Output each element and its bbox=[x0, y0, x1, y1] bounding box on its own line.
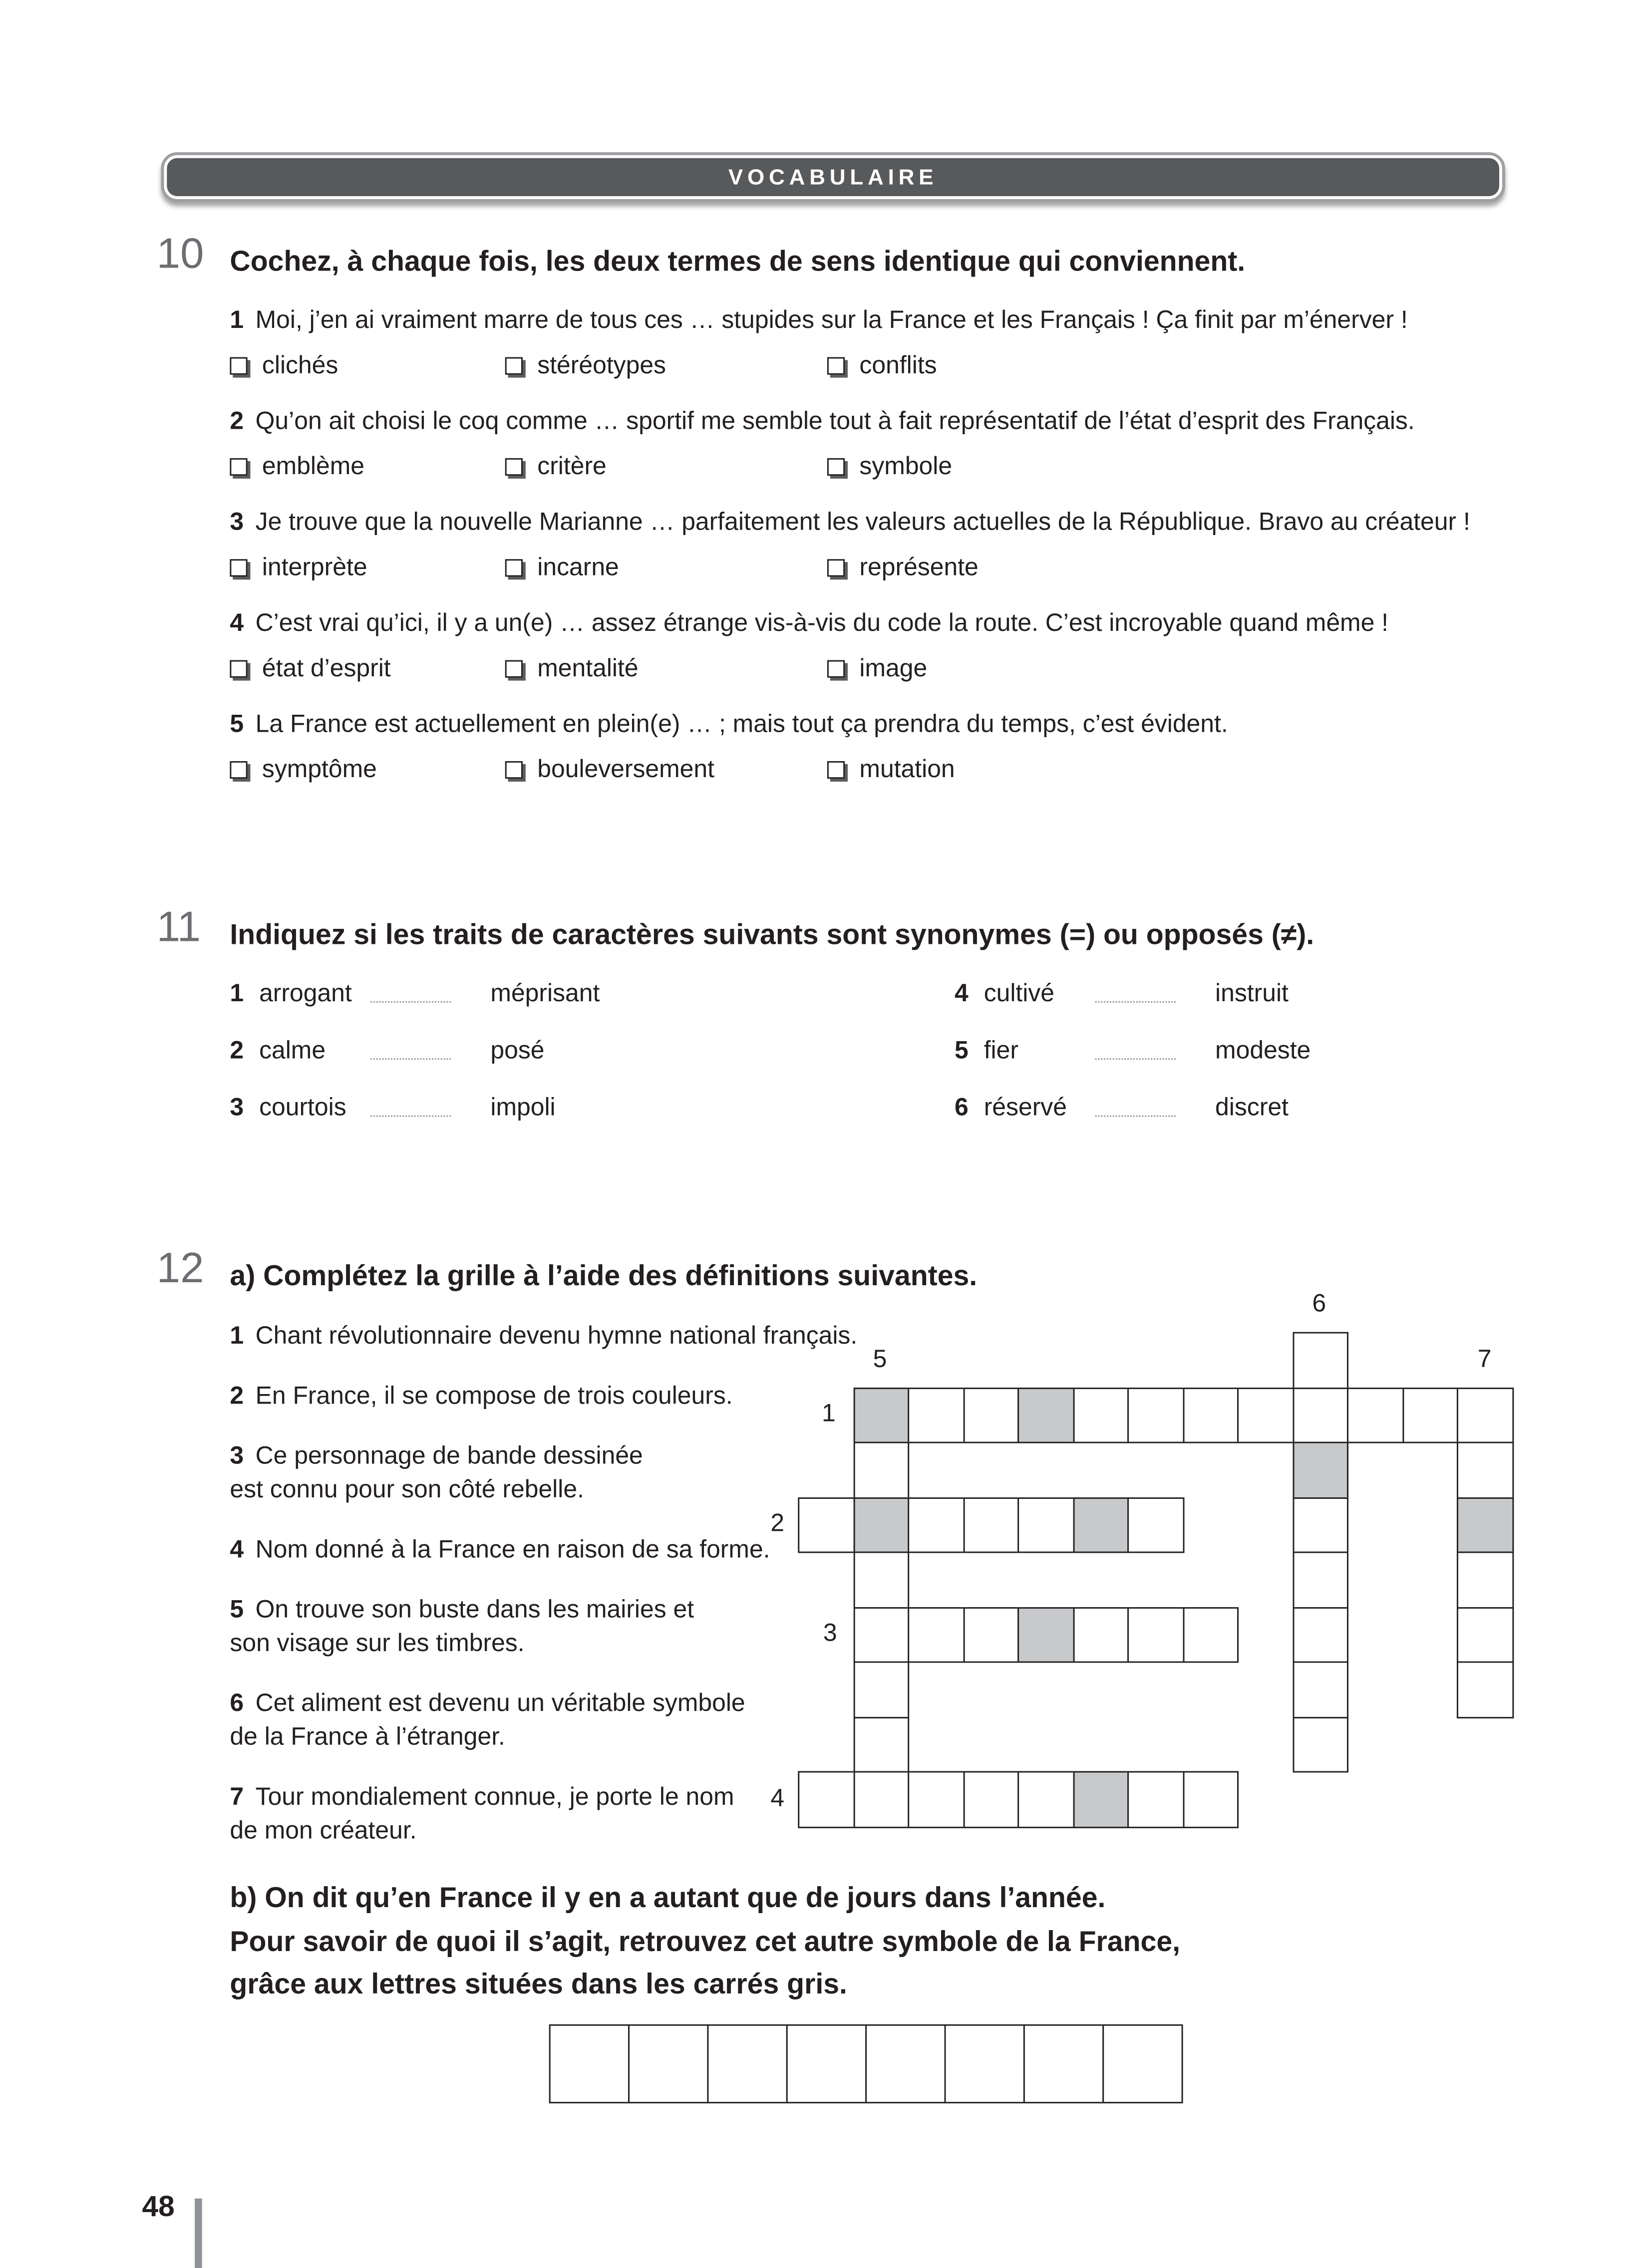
answer-blank[interactable] bbox=[1095, 978, 1176, 1003]
definition-item bbox=[230, 1593, 874, 1660]
definition-text: En France, il se compose de trois couleurs. bbox=[255, 1382, 733, 1410]
exercise12-number: 12 bbox=[156, 1245, 204, 1293]
exercise10-item bbox=[230, 708, 1577, 786]
crossword-clue-number: 6 bbox=[1312, 1289, 1326, 1318]
option-label: critère bbox=[537, 452, 607, 480]
checkbox-option[interactable] bbox=[827, 552, 979, 584]
options-row bbox=[230, 552, 1577, 584]
checkbox-option[interactable] bbox=[505, 653, 827, 685]
trait-word-1: cultivé bbox=[984, 979, 1055, 1007]
trait-word-2: modeste bbox=[1215, 1036, 1311, 1065]
crossword-cell[interactable] bbox=[853, 1552, 909, 1608]
exercise10-items bbox=[230, 304, 1577, 810]
option-label: emblème bbox=[262, 452, 364, 480]
trait-word-2: discret bbox=[1215, 1093, 1289, 1122]
definition-item bbox=[230, 1686, 874, 1753]
exercise10-number: 10 bbox=[156, 231, 204, 279]
option-label: mentalité bbox=[537, 654, 639, 682]
item-sentence bbox=[230, 304, 1577, 337]
crossword-cell[interactable] bbox=[908, 1497, 964, 1553]
vocab-banner bbox=[161, 152, 1505, 202]
option-label: mutation bbox=[859, 755, 955, 783]
crossword-cell[interactable] bbox=[1457, 1607, 1513, 1663]
crossword-cell[interactable] bbox=[963, 1387, 1019, 1443]
pair-number: 3 bbox=[230, 1093, 244, 1122]
definition-item bbox=[230, 1439, 874, 1506]
answer-cell[interactable] bbox=[628, 2024, 708, 2103]
trait-word-2: méprisant bbox=[490, 979, 600, 1007]
item-number: 3 bbox=[230, 508, 244, 536]
option-label: symptôme bbox=[262, 755, 377, 783]
crossword-cell[interactable] bbox=[1292, 1332, 1348, 1389]
crossword-cell[interactable] bbox=[1017, 1771, 1074, 1827]
item-number: 5 bbox=[230, 710, 244, 738]
trait-pair-row bbox=[230, 978, 955, 1010]
trait-word-2: instruit bbox=[1215, 979, 1289, 1007]
checkbox-option[interactable] bbox=[505, 552, 827, 584]
answer-cell[interactable] bbox=[707, 2024, 787, 2103]
checkbox-option[interactable] bbox=[230, 552, 505, 584]
checkbox-option[interactable] bbox=[827, 451, 952, 483]
crossword-cell[interactable] bbox=[1292, 1442, 1348, 1498]
exercise10-item bbox=[230, 405, 1577, 483]
checkbox-icon[interactable] bbox=[827, 660, 845, 678]
checkbox-icon[interactable] bbox=[827, 458, 845, 476]
exercise10-title: Cochez, à chaque fois, les deux termes de sens identique qui conviennent. bbox=[230, 246, 1246, 279]
item-text: La France est actuellement en plein(e) … ; mais tout ça prendra du temps, c’est évident. bbox=[255, 710, 1228, 738]
crossword-clue-number: 5 bbox=[873, 1345, 887, 1373]
checkbox-option[interactable] bbox=[230, 653, 505, 685]
options-row bbox=[230, 451, 1577, 483]
crossword-clue-number: 7 bbox=[1477, 1345, 1492, 1373]
item-sentence bbox=[230, 607, 1577, 640]
answer-cell[interactable] bbox=[1102, 2024, 1183, 2103]
exercise11-number: 11 bbox=[156, 904, 201, 952]
trait-pair-row bbox=[955, 1092, 1311, 1125]
exercise11-rows bbox=[230, 978, 1311, 1149]
crossword-cell[interactable] bbox=[1127, 1387, 1184, 1443]
footer-bar bbox=[195, 2199, 202, 2268]
definition-number: 1 bbox=[230, 1322, 244, 1350]
crossword-cell[interactable] bbox=[1292, 1607, 1348, 1663]
answer-cell[interactable] bbox=[786, 2024, 867, 2103]
trait-pair-row bbox=[230, 1092, 955, 1125]
checkbox-option[interactable] bbox=[230, 451, 505, 483]
crossword-cell[interactable] bbox=[853, 1771, 909, 1827]
item-text: C’est vrai qu’ici, il y a un(e) … assez étrange vis-à-vis du code la route. C’est incroyable quand même ! bbox=[255, 608, 1389, 637]
option-label: image bbox=[859, 654, 928, 682]
trait-word-1: arrogant bbox=[259, 979, 352, 1007]
checkbox-icon[interactable] bbox=[827, 761, 845, 779]
checkbox-option[interactable] bbox=[505, 350, 827, 382]
trait-word-2: impoli bbox=[490, 1093, 556, 1122]
crossword-cell[interactable] bbox=[908, 1771, 964, 1827]
pair-number: 1 bbox=[230, 979, 244, 1007]
checkbox-icon[interactable] bbox=[827, 559, 845, 576]
trait-word-1: réservé bbox=[984, 1093, 1067, 1122]
crossword-cell[interactable] bbox=[1457, 1552, 1513, 1608]
checkbox-option[interactable] bbox=[827, 350, 937, 382]
crossword-cell[interactable] bbox=[1237, 1387, 1294, 1443]
crossword-cell[interactable] bbox=[1072, 1607, 1129, 1663]
definition-number: 3 bbox=[230, 1441, 244, 1470]
crossword-cell[interactable] bbox=[1292, 1497, 1348, 1553]
answer-blank[interactable] bbox=[370, 978, 451, 1003]
crossword-cell[interactable] bbox=[908, 1607, 964, 1663]
crossword-cell[interactable] bbox=[1127, 1607, 1184, 1663]
item-sentence bbox=[230, 507, 1577, 539]
answer-cell[interactable] bbox=[549, 2024, 630, 2103]
exercise11-right bbox=[955, 978, 1311, 1149]
checkbox-icon[interactable] bbox=[230, 559, 247, 576]
definition-text: Tour mondialement connue, je porte le nom de mon créateur. bbox=[230, 1782, 734, 1845]
checkbox-icon[interactable] bbox=[505, 458, 523, 476]
crossword-cell[interactable] bbox=[1457, 1662, 1513, 1718]
item-text: Moi, j’en ai vraiment marre de tous ces … stupides sur la France et les Français ! Ça finit par m’énerver ! bbox=[255, 305, 1408, 334]
options-row bbox=[230, 653, 1577, 685]
answer-blank[interactable] bbox=[1095, 1035, 1176, 1060]
crossword-cell[interactable] bbox=[1182, 1607, 1239, 1663]
item-text: Je trouve que la nouvelle Marianne … parfaitement les valeurs actuelles de la République. Bravo au créateur ! bbox=[255, 508, 1470, 536]
exercise10-item bbox=[230, 304, 1577, 382]
crossword-clue-number: 3 bbox=[823, 1619, 837, 1647]
exercise11-left bbox=[230, 978, 955, 1149]
crossword-cell[interactable] bbox=[1072, 1387, 1129, 1443]
crossword-cell[interactable] bbox=[1017, 1387, 1074, 1443]
crossword-cell[interactable] bbox=[1127, 1771, 1184, 1827]
item-number: 2 bbox=[230, 407, 244, 435]
answer-cell[interactable] bbox=[865, 2024, 946, 2103]
definition-item bbox=[230, 1379, 874, 1413]
definition-number: 7 bbox=[230, 1782, 244, 1811]
answer-blank[interactable] bbox=[1095, 1092, 1176, 1117]
crossword-cell[interactable] bbox=[1072, 1497, 1129, 1553]
crossword-cell[interactable] bbox=[908, 1387, 964, 1443]
definition-text: Nom donné à la France en raison de sa forme. bbox=[255, 1535, 770, 1564]
crossword-cell[interactable] bbox=[1457, 1387, 1513, 1443]
checkbox-option[interactable] bbox=[230, 754, 505, 786]
crossword-cell[interactable] bbox=[1347, 1387, 1403, 1443]
option-label: représente bbox=[859, 553, 979, 581]
checkbox-option[interactable] bbox=[505, 754, 827, 786]
crossword-cell[interactable] bbox=[853, 1662, 909, 1718]
trait-pair-row bbox=[955, 1035, 1311, 1067]
item-number: 1 bbox=[230, 305, 244, 334]
checkbox-icon[interactable] bbox=[230, 357, 247, 375]
definition-number: 5 bbox=[230, 1595, 244, 1624]
crossword-cell[interactable] bbox=[1457, 1442, 1513, 1498]
checkbox-icon[interactable] bbox=[505, 761, 523, 779]
item-sentence bbox=[230, 708, 1577, 741]
crossword-cell[interactable] bbox=[1292, 1387, 1348, 1443]
definition-text: Ce personnage de bande dessinée est connu pour son côté rebelle. bbox=[230, 1441, 643, 1503]
trait-pair-row bbox=[230, 1035, 955, 1067]
answer-row bbox=[549, 2024, 1183, 2103]
crossword-cell[interactable] bbox=[963, 1497, 1019, 1553]
trait-word-1: courtois bbox=[259, 1093, 346, 1122]
crossword-cell[interactable] bbox=[963, 1771, 1019, 1827]
definition-number: 6 bbox=[230, 1689, 244, 1717]
answer-blank[interactable] bbox=[370, 1092, 451, 1117]
crossword-clue-number: 2 bbox=[770, 1509, 785, 1537]
definition-text: Chant révolutionnaire devenu hymne national français. bbox=[255, 1322, 858, 1350]
crossword-clue-number: 1 bbox=[821, 1399, 836, 1427]
section-title: VOCABULAIRE bbox=[728, 164, 938, 190]
pair-number: 5 bbox=[955, 1036, 969, 1065]
answer-blank[interactable] bbox=[370, 1035, 451, 1060]
crossword-clue-number: 4 bbox=[770, 1784, 785, 1812]
trait-word-1: fier bbox=[984, 1036, 1018, 1065]
checkbox-icon[interactable] bbox=[827, 357, 845, 375]
trait-word-2: posé bbox=[490, 1036, 545, 1065]
crossword-cell[interactable] bbox=[853, 1442, 909, 1498]
option-label: symbole bbox=[859, 452, 953, 480]
definition-number: 2 bbox=[230, 1382, 244, 1410]
crossword-cell[interactable] bbox=[1182, 1771, 1239, 1827]
crossword-cell[interactable] bbox=[798, 1497, 854, 1553]
item-number: 4 bbox=[230, 608, 244, 637]
option-label: incarne bbox=[537, 553, 619, 581]
vocab-banner-inner bbox=[167, 158, 1499, 196]
definition-item bbox=[230, 1319, 874, 1352]
option-label: interprète bbox=[262, 553, 367, 581]
crossword-cell[interactable] bbox=[1457, 1497, 1513, 1553]
trait-pair-row bbox=[955, 978, 1311, 1010]
exercise12-title-a: a) Complétez la grille à l’aide des définitions suivantes. bbox=[230, 1260, 978, 1293]
pair-number: 4 bbox=[955, 979, 969, 1007]
page-number: 48 bbox=[142, 2191, 175, 2224]
crossword-cell[interactable] bbox=[1017, 1497, 1074, 1553]
checkbox-option[interactable] bbox=[827, 653, 927, 685]
crossword-cell[interactable] bbox=[1402, 1387, 1458, 1443]
options-row bbox=[230, 754, 1577, 786]
crossword-cell[interactable] bbox=[1292, 1716, 1348, 1772]
checkbox-option[interactable] bbox=[230, 350, 505, 382]
pair-number: 6 bbox=[955, 1093, 969, 1122]
crossword-cell[interactable] bbox=[853, 1716, 909, 1772]
crossword-cell[interactable] bbox=[1072, 1771, 1129, 1827]
checkbox-icon[interactable] bbox=[505, 357, 523, 375]
exercise11-title: Indiquez si les traits de caractères suivants sont synonymes (=) ou opposés (≠). bbox=[230, 919, 1315, 952]
definition-number: 4 bbox=[230, 1535, 244, 1564]
options-row bbox=[230, 350, 1577, 382]
crossword-cell[interactable] bbox=[1017, 1607, 1074, 1663]
item-text: Qu’on ait choisi le coq comme … sportif me semble tout à fait représentatif de l’état d’esprit des Français. bbox=[255, 407, 1415, 435]
item-sentence bbox=[230, 405, 1577, 438]
exercise12-title-b: b) On dit qu’en France il y en a autant que de jours dans l’année. Pour savoir de quoi il s’agit, retrouvez cet autre symbole de la France, grâce aux lettres situées dans les carrés gris. bbox=[230, 1882, 1181, 2001]
trait-word-1: calme bbox=[259, 1036, 326, 1065]
crossword-cell[interactable] bbox=[1292, 1552, 1348, 1608]
crossword-cell[interactable] bbox=[963, 1607, 1019, 1663]
definition-text: Cet aliment est devenu un véritable symbole de la France à l’étranger. bbox=[230, 1689, 745, 1751]
crossword-cell[interactable] bbox=[1127, 1497, 1184, 1553]
answer-cell[interactable] bbox=[945, 2024, 1025, 2103]
checkbox-icon[interactable] bbox=[230, 660, 247, 678]
checkbox-option[interactable] bbox=[505, 451, 827, 483]
checkbox-icon[interactable] bbox=[505, 660, 523, 678]
definition-text: On trouve son buste dans les mairies et son visage sur les timbres. bbox=[230, 1595, 694, 1657]
answer-cell[interactable] bbox=[1023, 2024, 1104, 2103]
pair-number: 2 bbox=[230, 1036, 244, 1065]
crossword-cell[interactable] bbox=[853, 1607, 909, 1663]
crossword-cell[interactable] bbox=[853, 1387, 909, 1443]
option-label: état d’esprit bbox=[262, 654, 391, 682]
checkbox-icon[interactable] bbox=[230, 458, 247, 476]
crossword-cell[interactable] bbox=[1292, 1662, 1348, 1718]
option-label: stéréotypes bbox=[537, 351, 666, 379]
crossword-cell[interactable] bbox=[853, 1497, 909, 1553]
option-label: conflits bbox=[859, 351, 937, 379]
checkbox-icon[interactable] bbox=[505, 559, 523, 576]
checkbox-icon[interactable] bbox=[230, 761, 247, 779]
crossword-cell[interactable] bbox=[798, 1771, 854, 1827]
crossword-cell[interactable] bbox=[1182, 1387, 1239, 1443]
exercise10-item bbox=[230, 607, 1577, 685]
checkbox-option[interactable] bbox=[827, 754, 955, 786]
option-label: clichés bbox=[262, 351, 338, 379]
exercise10-item bbox=[230, 507, 1577, 584]
option-label: bouleversement bbox=[537, 755, 715, 783]
